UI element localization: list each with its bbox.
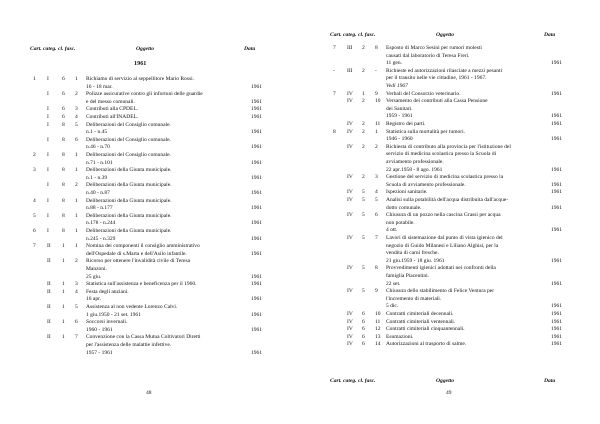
cell-fasc: 5 (75, 121, 78, 128)
cell-date: 1961 (251, 114, 262, 120)
cell-cart: 7 (333, 90, 336, 97)
cell-fasc: 11 (375, 318, 381, 325)
cell-cart: 3 (33, 167, 36, 174)
cell-cl: 6 (62, 114, 65, 120)
cell-cl: 2 (362, 45, 365, 51)
cell-text: Autorizzazioni al trasporto di salme. (386, 341, 467, 348)
cell-fasc: 12 (375, 326, 381, 333)
cell-cl: 5 (362, 265, 365, 272)
cell-text: Polizze assicurative contro gli infortuni delle guardie (86, 91, 203, 98)
cell-text: Ricorso per ottenere l'invalidità civile di Teresa (86, 258, 191, 265)
cell-cl: 6 (62, 91, 65, 98)
cell-text: n.178 - n.244 (86, 220, 116, 227)
cell-text: n.88 - n.177 (86, 205, 113, 212)
cell-cat: I (47, 91, 49, 98)
cell-text: Deliberazioni del Consiglio comunale. (86, 136, 171, 143)
cell-cat: IV (347, 174, 353, 181)
cell-fasc: 2 (375, 143, 378, 150)
column-header-cart-bottom: Cart. categ. cl. fasc. (330, 378, 376, 384)
cell-fasc: 2 (75, 91, 78, 98)
cell-text: n.40 - n.87 (86, 190, 110, 196)
cell-fasc: 13 (375, 333, 381, 340)
cell-text: Richiesta di contributo alla provincia per l'istituzione del (386, 143, 511, 150)
cell-cl: 8 (62, 136, 65, 143)
cell-cl: 6 (62, 76, 65, 82)
cell-cl: 8 (62, 182, 65, 189)
cell-cl: 8 (62, 167, 65, 174)
cell-text: Chiusura di un pozzo nella cascina Grassi per acqua (386, 212, 501, 219)
cell-date: 1961 (551, 113, 562, 120)
cell-text: avviamento professionale. (386, 159, 444, 165)
cell-text: 1 giu.1950 - 21 set. 1961 (86, 311, 141, 318)
cell-date: 1961 (251, 106, 262, 113)
cell-fasc: 3 (375, 174, 378, 181)
cell-text: Deliberazioni della Giunta municipale. (86, 197, 172, 204)
cell-text: n.71 - n.101 (86, 159, 113, 166)
cell-fasc: 6 (75, 136, 78, 143)
cell-text: 1959 - 1961 (386, 113, 413, 120)
cell-cat: IV (347, 265, 353, 272)
cell-date: 1961 (551, 318, 562, 325)
cell-cat: I (47, 228, 49, 234)
cell-fasc: 9 (375, 288, 378, 295)
cell-text: Contratti cimiteriali cinquantennali. (386, 326, 465, 333)
cell-date: 1961 (551, 311, 562, 317)
cell-text: Contratti cimiteriali ventennali. (386, 318, 456, 325)
cell-fasc: 1 (75, 228, 78, 234)
cell-text: 5 dic. (386, 303, 399, 310)
cell-cl: 8 (62, 152, 65, 158)
cell-text: Registro dei parti. (386, 121, 426, 127)
cell-fasc: 11 (375, 121, 381, 127)
cell-cat: IV (347, 318, 353, 325)
column-header-data: Data (244, 46, 256, 52)
cell-text: Contributi all'INADEL. (86, 114, 139, 120)
cell-fasc: 5 (375, 197, 378, 203)
cell-cl: 6 (362, 341, 365, 348)
cell-text: dotto comunale. (386, 204, 422, 211)
cell-fasc: 3 (75, 281, 78, 288)
cell-text: 22 apr.1958 - 8 ago. 1961 (386, 166, 443, 173)
cell-date: 1961 (251, 281, 262, 288)
cell-cart: 5 (33, 212, 36, 219)
cell-cl: 8 (62, 228, 65, 234)
cell-fasc: 10 (375, 98, 381, 105)
cell-cat: II (47, 243, 51, 250)
cell-cat: IV (347, 341, 353, 348)
cell-date: 1961 (251, 220, 262, 227)
column-header-oggetto-top: Oggetto (436, 32, 455, 38)
cell-text: Convenzione con la Cassa Mutua Coltivatori Diretti (86, 334, 201, 341)
cell-text: n.1 - n.39 (86, 174, 108, 181)
cell-cl: 5 (362, 197, 365, 203)
cell-cat: IV (347, 326, 353, 333)
cell-cat: I (47, 182, 49, 189)
cell-cl: 2 (362, 67, 365, 74)
cell-text: causati dal laboratorio di Teresa Freri. (386, 52, 470, 59)
cell-cl: 1 (62, 288, 65, 295)
cell-fasc: - (375, 67, 377, 74)
cell-text: Festa degli anziani. (86, 288, 129, 295)
page-number-left: 48 (146, 390, 152, 396)
cell-text: n.46 - n.70 (86, 144, 110, 151)
cell-text: Provvedimenti igienici adottati nei confronti della (386, 265, 496, 272)
cell-text: vendita di carni fresche. (386, 250, 439, 257)
cell-cat: IV (347, 311, 353, 317)
cell-text: Deliberazioni della Giunta municipale. (86, 228, 172, 234)
cell-text: 21 giu.1959 - 18 giu. 1961 (386, 257, 445, 264)
cell-text: dell'Ospedale di s.Marta e dell'Asilo infantile. (86, 250, 187, 257)
cell-fasc: 1 (75, 243, 78, 250)
year-heading: 1961 (134, 60, 147, 67)
cell-date: 1961 (551, 280, 562, 287)
cell-cat: IV (347, 333, 353, 340)
right-page (300, 0, 600, 424)
cell-cl: 2 (362, 121, 365, 127)
cell-cl: 1 (62, 319, 65, 326)
cell-fasc: 1 (75, 152, 78, 158)
cell-cat: IV (347, 121, 353, 127)
cell-cl: 6 (362, 311, 365, 317)
cell-text: 1960 - 1961 (86, 326, 113, 333)
cell-date: 1961 (551, 341, 562, 348)
cell-fasc: 5 (75, 304, 78, 310)
cell-text: e del messo comunali. (86, 98, 135, 105)
cell-date: 1961 (551, 166, 562, 173)
cell-text: 16 - 18 mar. (86, 83, 113, 90)
cell-cat: I (47, 212, 49, 219)
cell-cl: 2 (362, 128, 365, 135)
cell-text: Statistica sulla mortalità per tumori. (386, 128, 465, 135)
cell-cart: 8 (333, 128, 336, 135)
cell-cl: 5 (362, 189, 365, 196)
cell-cat: IV (347, 235, 353, 241)
cell-text: Chiusura dello stabilimento di Felice Ventura per (386, 288, 495, 295)
cell-text: Deliberazioni del Consiglio comunale. (86, 152, 171, 158)
cell-cat: IV (347, 197, 353, 203)
cell-text: 11 gen. (386, 60, 402, 67)
cell-cat: III (347, 67, 353, 74)
cell-text: Esumazioni. (386, 333, 414, 340)
cell-fasc: 1 (75, 197, 78, 204)
cell-date: 1961 (251, 273, 262, 280)
cell-cl: 1 (362, 90, 365, 97)
cell-text: Contributi alla CPDEL. (86, 106, 139, 113)
cell-cl: 2 (362, 98, 365, 105)
cell-text: per l'assistenza delle malattie infettive. (86, 342, 172, 348)
cell-fasc: 9 (375, 90, 378, 97)
cell-cl: 1 (62, 243, 65, 250)
column-header-oggetto: Oggetto (136, 46, 155, 52)
cell-text: Nomina dei componenti il consiglio amministrativo (86, 243, 200, 250)
cell-text: Soccorsi invernali. (86, 319, 128, 326)
cell-text: Richieste ed autorizzazioni rilasciate a mezzi pesanti (386, 67, 503, 74)
cell-text: Deliberazioni della Giunta municipale. (86, 167, 172, 174)
cell-text: Versamento dei contributi alla Cassa Pensione (386, 98, 488, 105)
cell-text: 4 ott. (386, 227, 398, 234)
cell-fasc: 7 (375, 235, 378, 241)
cell-fasc: 4 (75, 288, 78, 295)
cell-date: 1961 (251, 83, 262, 90)
cell-cl: 1 (62, 304, 65, 310)
cell-cart: 6 (33, 228, 36, 234)
cell-text: Vedi 1967 (386, 83, 408, 89)
cell-text: 22 set. (386, 280, 401, 287)
cell-date: 1961 (551, 227, 562, 234)
cell-cat: II (47, 288, 51, 295)
cell-text: Ispezioni sanitarie. (386, 189, 428, 196)
cell-fasc: 6 (375, 212, 378, 219)
cell-cat: II (47, 304, 51, 310)
cell-cl: 2 (362, 143, 365, 150)
cell-date: 1961 (251, 205, 262, 212)
cell-text: Gestione del servizio di medicina scolastica presso la (386, 174, 504, 181)
cell-date: 1961 (251, 349, 262, 356)
cell-text: 1946 - 1960 (386, 136, 413, 143)
cell-cl: 5 (362, 235, 365, 241)
cell-cat: I (47, 121, 49, 128)
cell-cat: I (47, 106, 49, 113)
cell-date: 1961 (551, 136, 562, 143)
cell-text: 16 apr. (86, 296, 101, 303)
cell-cat: I (47, 197, 49, 204)
cell-date: 1961 (251, 250, 262, 257)
cell-text: Esposto di Marco Sesini per rumori molesti (386, 45, 482, 51)
cell-cat: II (47, 258, 51, 265)
cell-cat: IV (347, 143, 353, 150)
cell-cat: IV (347, 189, 353, 196)
cell-text: Assistenza al non vedente Lorenzo Calvi. (86, 304, 178, 310)
cell-cat: II (47, 319, 51, 326)
cell-cl: 8 (62, 121, 65, 128)
cell-text: negozio di Guido Milanesi e Liliano Alghisi, per la (386, 242, 499, 249)
cell-cl: 6 (362, 326, 365, 333)
cell-text: Verbali del Consorzio veterinario. (386, 90, 461, 97)
cell-cl: 1 (62, 334, 65, 341)
cell-cl: 5 (362, 212, 365, 219)
cell-fasc: 1 (75, 167, 78, 174)
cell-date: 1961 (251, 326, 262, 333)
cell-fasc: 4 (75, 114, 78, 120)
cell-cat: IV (347, 128, 353, 135)
cell-fasc: 2 (75, 258, 78, 265)
cell-text: per il transito nelle vie cittadine, 1961 - 1967. (386, 75, 487, 82)
cell-cat: IV (347, 98, 353, 105)
cell-fasc: 10 (375, 311, 381, 317)
cell-cl: 1 (62, 281, 65, 288)
cell-cart: - (333, 67, 335, 74)
cell-date: 1961 (551, 303, 562, 310)
cell-text: 25 giu. (86, 273, 102, 280)
cell-cl: 8 (62, 212, 65, 219)
cell-cat: I (47, 136, 49, 143)
cell-fasc: 3 (75, 106, 78, 113)
cell-fasc: 2 (75, 182, 78, 189)
page-number-right: 49 (446, 390, 452, 396)
cell-cart: 1 (33, 76, 36, 82)
cell-cat: I (47, 114, 49, 120)
cell-text: Lavori di sistemazione dal punto di vista igienico del (386, 235, 503, 241)
cell-cl: 6 (62, 106, 65, 113)
cell-date: 1961 (551, 121, 562, 127)
cell-cl: 6 (362, 318, 365, 325)
cell-text: Deliberazioni della Giunta municipale. (86, 212, 172, 219)
cell-text: Contratti cimiteriali decennali. (386, 311, 454, 317)
cell-date: 1961 (251, 98, 262, 105)
cell-fasc: 4 (375, 189, 378, 196)
cell-text: servizio di medicina scolastica presso la Scuola di (386, 151, 497, 158)
cell-date: 1961 (551, 60, 562, 67)
column-header-oggetto-bottom: Oggetto (436, 378, 455, 384)
cell-cat: II (47, 334, 51, 341)
cell-cl: 8 (62, 197, 65, 204)
cell-cat: I (47, 76, 49, 82)
cell-text: Deliberazioni del Consiglio comunale. (86, 121, 171, 128)
cell-text: Deliberazioni della Giunta municipale. (86, 182, 172, 189)
cell-text: non potabile. (386, 219, 415, 226)
cell-cart: 7 (33, 243, 36, 250)
cell-cat: IV (347, 212, 353, 219)
cell-text: Manzoni. (86, 266, 107, 272)
cell-text: 1957 - 1961 (86, 349, 113, 356)
cell-fasc: 1 (375, 128, 378, 135)
cell-cat: IV (347, 288, 353, 295)
cell-date: 1961 (551, 90, 562, 97)
cell-date: 1961 (251, 174, 262, 181)
cell-date: 1961 (551, 326, 562, 333)
cell-fasc: 8 (375, 265, 378, 272)
column-header-cart-top: Cart. categ. cl. fasc. (330, 32, 376, 38)
cell-date: 1961 (551, 333, 562, 340)
cell-text: dei Sanitari. (386, 105, 413, 112)
column-header-data-top: Data (544, 32, 556, 38)
column-header-data-bottom: Data (544, 378, 556, 384)
cell-fasc: 8 (375, 45, 378, 51)
cell-cat: I (47, 167, 49, 174)
cell-text: Scuola di avviamento professionale. (386, 181, 466, 188)
cell-text: n.245 - n.329 (86, 235, 116, 242)
cell-date: 1961 (251, 311, 262, 318)
cell-date: 1961 (251, 159, 262, 166)
cell-date: 1961 (251, 190, 262, 196)
cell-fasc: 7 (75, 334, 78, 341)
cell-cl: 2 (362, 174, 365, 181)
cell-text: n.1 - n.45 (86, 129, 108, 136)
column-header-cart: Cart. categ. cl. fasc. (30, 46, 76, 52)
cell-cat: III (347, 45, 353, 51)
cell-cart: 2 (33, 152, 36, 158)
cell-date: 1961 (551, 189, 562, 196)
cell-text: l'incremento di materiali. (386, 295, 442, 302)
cell-cl: 5 (362, 288, 365, 295)
cell-text: Richiamo di servizio al seppellitore Mario Rossi. (86, 76, 194, 82)
cell-date: 1961 (251, 129, 262, 136)
cell-fasc: 6 (75, 319, 78, 326)
cell-date: 1961 (251, 144, 262, 151)
cell-date: 1961 (251, 235, 262, 242)
cell-text: Statistica sull'assistenza e beneficenza per il 1960. (86, 281, 197, 288)
cell-cat: IV (347, 90, 353, 97)
cell-date: 1961 (551, 181, 562, 188)
cell-date: 1961 (251, 296, 262, 303)
cell-fasc: 14 (375, 341, 381, 348)
cell-cart: 7 (333, 45, 336, 51)
cell-fasc: 1 (75, 212, 78, 219)
cell-cat: I (47, 152, 49, 158)
cell-cat: II (47, 281, 51, 288)
cell-cart: 4 (33, 197, 36, 204)
cell-cl: 1 (62, 258, 65, 265)
cell-text: Analisi sulla potabilità dell'acqua distribuita dall'acque- (386, 197, 509, 203)
cell-cl: 6 (362, 333, 365, 340)
cell-date: 1961 (551, 204, 562, 211)
cell-date: 1961 (551, 257, 562, 264)
cell-fasc: 1 (75, 76, 78, 82)
cell-text: famiglia Piacentini. (386, 273, 430, 279)
